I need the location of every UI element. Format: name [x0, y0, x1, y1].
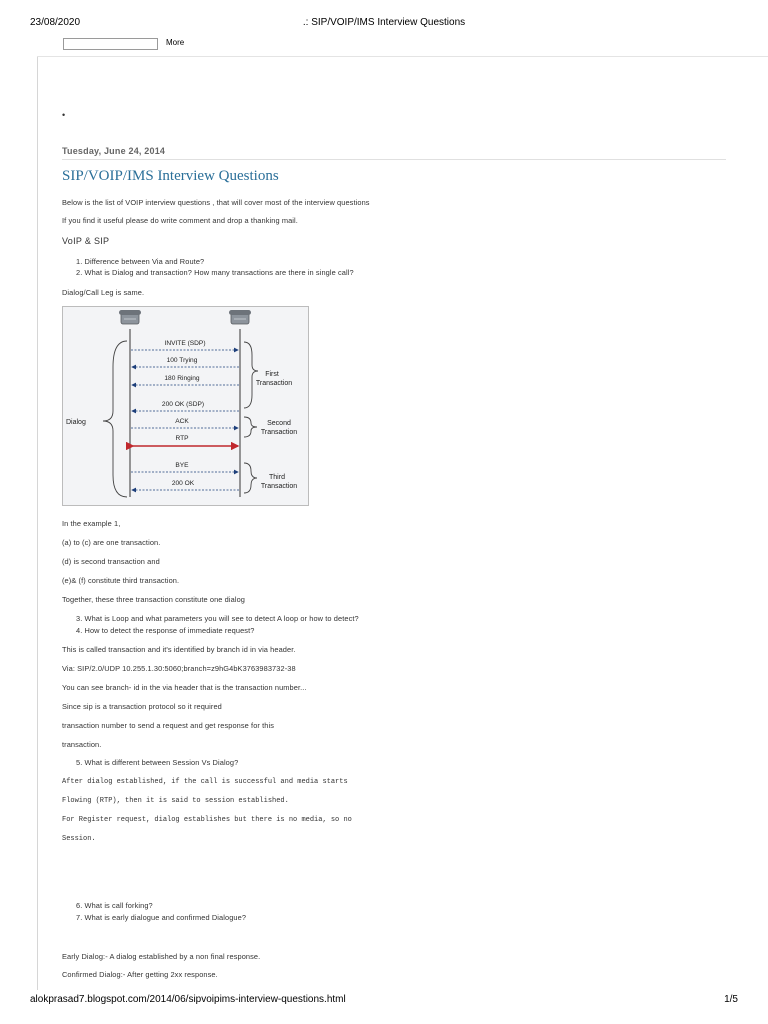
example-line-1: In the example 1, — [62, 519, 121, 528]
label-invite: INVITE (SDP) — [164, 340, 206, 347]
question-1: 1. Difference between Via and Route? — [76, 257, 205, 266]
answer-4-line-6: transaction. — [62, 740, 102, 749]
question-4: 4. How to detect the response of immediate request? — [76, 626, 255, 635]
answer-4-line-1: This is called transaction and it's identified by branch id in via header. — [62, 645, 296, 654]
post-date: Tuesday, June 24, 2014 — [62, 146, 166, 156]
question-3: 3. What is Loop and what parameters you will see to detect A loop or how to detect? — [76, 614, 359, 623]
answer-5-line-3: For Register request, dialog establishes but there is no media, so no — [62, 816, 352, 824]
second-transaction-brace — [244, 417, 257, 437]
answer-5-line-1: After dialog established, if the call is successful and media starts — [62, 778, 348, 786]
question-6: 6. What is call forking? — [76, 901, 153, 910]
label-dialog: Dialog — [66, 419, 86, 426]
label-bye: BYE — [175, 462, 189, 469]
search-input[interactable] — [63, 38, 158, 50]
label-ringing: 180 Ringing — [164, 375, 200, 382]
label-second: Second — [267, 420, 291, 427]
intro-line-1: Below is the list of VOIP interview questions , that will cover most of the interview questions — [62, 198, 370, 207]
early-dialog: Early Dialog:- A dialog established by a non final response. — [62, 952, 261, 961]
answer-5-line-4: Session. — [62, 835, 96, 843]
first-transaction-brace — [244, 342, 258, 408]
answer-4-line-4: Since sip is a transaction protocol so it required — [62, 702, 222, 711]
post-title[interactable]: SIP/VOIP/IMS Interview Questions — [62, 168, 279, 184]
phone-right-icon — [229, 310, 251, 324]
dialog-brace — [103, 341, 127, 497]
label-first-transaction: Transaction — [255, 380, 293, 387]
example-line-5: Together, these three transaction constitute one dialog — [62, 595, 245, 604]
label-ok: 200 OK — [171, 480, 195, 487]
answer-4-line-2: Via: SIP/2.0/UDP 10.255.1.30:5060;branch=z9hG4bK3763983732-38 — [62, 664, 296, 673]
print-footer — [30, 994, 738, 1008]
label-third: Third — [269, 474, 285, 481]
answer-4-line-3: You can see branch- id in the via header that is the transaction number... — [62, 683, 307, 692]
content-frame-left-border — [37, 56, 38, 990]
print-url: alokprasad7.blogspot.com/2014/06/sipvoipims-interview-questions.html — [30, 994, 346, 1005]
question-5: 5. What is different between Session Vs Dialog? — [76, 758, 239, 767]
label-ack: ACK — [175, 418, 189, 425]
bullet: • — [62, 110, 66, 120]
question-2: 2. What is Dialog and transaction? How many transactions are there in single call? — [76, 268, 354, 277]
label-second-transaction: Transaction — [260, 429, 298, 436]
dialog-transaction-diagram — [62, 306, 309, 506]
page-number: 1/5 — [724, 994, 738, 1005]
print-header — [30, 17, 738, 31]
third-transaction-brace — [244, 463, 257, 493]
example-line-4: (e)& (f) constitute third transaction. — [62, 576, 180, 585]
label-first: First — [265, 371, 279, 378]
section-heading: VoIP & SIP — [62, 236, 110, 246]
label-rtp: RTP — [175, 435, 189, 442]
label-third-transaction: Transaction — [260, 483, 298, 490]
content-frame-top-border — [37, 56, 768, 57]
date-divider — [62, 159, 726, 160]
label-ok-sdp: 200 OK (SDP) — [161, 401, 205, 408]
question-7: 7. What is early dialogue and confirmed Dialogue? — [76, 913, 247, 922]
more-link[interactable]: More — [166, 38, 185, 47]
confirmed-dialog: Confirmed Dialog:- After getting 2xx response. — [62, 970, 218, 979]
intro-line-2: If you find it useful please do write comment and drop a thanking mail. — [62, 216, 298, 225]
answer-5-line-2: Flowing (RTP), then it is said to session established. — [62, 797, 289, 805]
phone-left-icon — [119, 310, 141, 324]
label-trying: 100 Trying — [166, 357, 198, 364]
answer-4-line-5: transaction number to send a request and get response for this — [62, 721, 275, 730]
print-date: 23/08/2020 — [30, 17, 81, 28]
example-line-2: (a) to (c) are one transaction. — [62, 538, 161, 547]
print-page-title: .: SIP/VOIP/IMS Interview Questions — [302, 17, 466, 28]
dialog-note: Dialog/Call Leg is same. — [62, 288, 145, 297]
example-line-3: (d) is second transaction and — [62, 557, 160, 566]
